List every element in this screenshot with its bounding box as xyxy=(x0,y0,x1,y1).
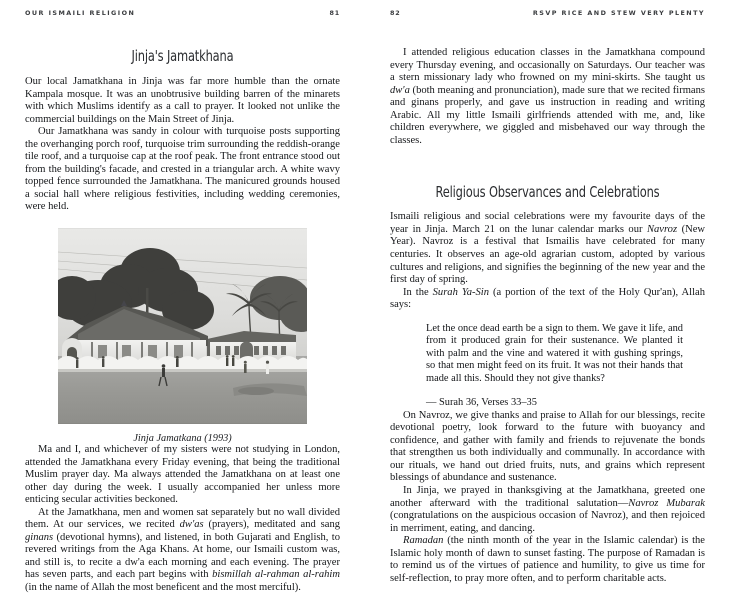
left-section-heading: Jinja's Jamatkhana xyxy=(131,47,234,65)
right-paragraph-2 xyxy=(390,211,705,286)
left-running-head-title: OUR ISMAILI RELIGION xyxy=(25,9,136,17)
jamatkhana-photo xyxy=(58,228,307,424)
figure-caption: Jinja Jamatkana (1993) xyxy=(133,433,232,445)
left-paragraph-4 xyxy=(25,507,340,595)
left-paragraph-1: Our local Jamatkhana in Jinja was far more humble than the ornate Kampala mosque. It was an unobtrusive building barren of the minarets with which Muslims identify as a call to prayer. It looked not unlike the commercial buildings on the Main Street of Jinja. xyxy=(25,76,340,125)
right-p6-part1: (the ninth month of the year in the Islamic calendar) is the Islamic holy month of dawn to sunset fasting. The purpose of Ramadan is to remind us of the virtues of patience and humility, to give us time for self-reflection, to pray more often, and to perform charitable acts. xyxy=(390,535,705,584)
left-p4-part3: (devotional hymns), and listened, in both Gujarati and English, to revered writings from the Aga Khans. At home, our Ismaili custom was, and still is, to recite a dw'a each morning and each evening. The prayer has seven parts, and each part begins with xyxy=(25,531,340,581)
right-page xyxy=(365,0,730,611)
right-p2-italic-navroz: Navroz xyxy=(646,223,678,235)
right-p3-italic-surah: Surah Ya-Sin xyxy=(432,286,489,298)
right-paragraph-6 xyxy=(390,535,705,585)
left-p4-part1: At the Jamatkhana, men and women sat separately but no wall divided them. At our services, we recited xyxy=(25,506,340,531)
left-p4-italic-bismillah: bismillah al-rahman al-rahim xyxy=(212,569,340,581)
left-page-number: 81 xyxy=(329,9,340,17)
left-running-head xyxy=(25,9,340,23)
right-section-heading: Religious Observances and Celebrations xyxy=(435,183,660,202)
right-paragraph-1 xyxy=(390,47,705,147)
right-p3-part2: (a portion of the text of the Holy Qur'an), Allah says: xyxy=(390,286,705,311)
right-running-head-title: RSVP RICE AND STEW VERY PLENTY xyxy=(532,9,705,17)
right-paragraph-5 xyxy=(390,485,705,535)
left-p4-italic-ginans: ginans xyxy=(25,531,54,543)
right-running-head xyxy=(390,9,705,23)
right-p5-italic-navroz-mubarak: Navroz Mubarak xyxy=(628,497,705,509)
right-p6-italic-ramadan: Ramadan xyxy=(403,535,444,547)
left-paragraph-3: Ma and I, and whichever of my sisters were not studying in London, attended the Jamatkhana every Friday evening, that being the traditional Muslim prayer day. Ma always attended the Jamatkhana on at least one other day during the week. I usually accompanied her unless more enticing secular activities beckoned. xyxy=(25,444,340,506)
right-paragraph-4: On Navroz, we give thanks and praise to Allah for our blessings, recite devotional poetry, look forward to the future with buoyancy and confidence, and gather with family and friends to rejuvenate the bonds that strengthen us both individually and communally. In accordance with our rituals, we hand out dried fruits, nuts, and grains which represent blessings of abundance and sustenance. xyxy=(390,409,705,484)
right-p5-part2: (congratulations on the auspicious occasion of Navroz), and then rejoiced in merriment, eating, and dancing. xyxy=(390,510,705,534)
right-p2-part2: (New Year). Navroz is a festival that Ismailis have celebrated for many centuries. It observes an age-old agrarian custom, adopted by various cultures and religions, and signifies the beginning of the new year and the first day of spring. xyxy=(390,223,705,286)
left-p4-part4: (in the name of Allah the most beneficent and the most merciful). xyxy=(25,582,301,594)
right-paragraph-3 xyxy=(390,287,705,312)
right-p1-part2: (both meaning and pronunciation), made sure that we recited firmans and ginans properly, and gave us instruction in reading and writing Arabic. All my little Ismaili girlfriends attended with me, and, like children everywhere, we giggled and misbehaved our way through the classes. xyxy=(390,84,705,146)
surah-blockquote: Let the once dead earth be a sign to them. We gave it life, and from it produced grain for their sustenance. We planted it with palm and the vine and watered it with gushing springs, so that men might feed on its fruit. It was not their hands that made all this. Should they not give thanks? xyxy=(426,322,683,384)
right-p5-part1: In Jinja, we prayed in thanksgiving at the Jamatkhana, greeted one another afterward with the traditional salutation— xyxy=(390,485,705,509)
right-p1-italic-dwa: dw'a xyxy=(390,84,410,96)
right-page-number: 82 xyxy=(390,9,401,17)
right-p2-part1: Ismaili religious and social celebrations were my favourite days of the year in Jinja. March 21 on the lunar calendar marks our xyxy=(390,211,705,235)
surah-attribution: — Surah 36, Verses 33–35 xyxy=(426,397,537,409)
jamatkhana-figure xyxy=(25,228,340,444)
right-p1-part1: I attended religious education classes in the Jamatkhana compound every Thursday evening, and occasionally on Saturdays. Our teacher was a stern missionary lady who frowned on my mini-skirts. She taught us xyxy=(390,47,705,84)
left-paragraph-2: Our Jamatkhana was sandy in colour with turquoise posts supporting the overhanging porch roof, turquoise trim surrounding the reddish-orange tile roof, and a turquoise cap at the roof peak. The front entrance stood out from the building's facade, and crested in a triangular arch. A white wavy topped fence surrounded the Jamatkhana. The manicured grounds housed a social hall where religious festivities, including wedding ceremonies, were held. xyxy=(25,126,340,213)
left-p4-part2: (prayers), meditated and sang xyxy=(203,519,340,531)
right-p3-part1: In the xyxy=(403,286,433,298)
left-p4-italic-dwas: dw'as xyxy=(179,519,204,531)
